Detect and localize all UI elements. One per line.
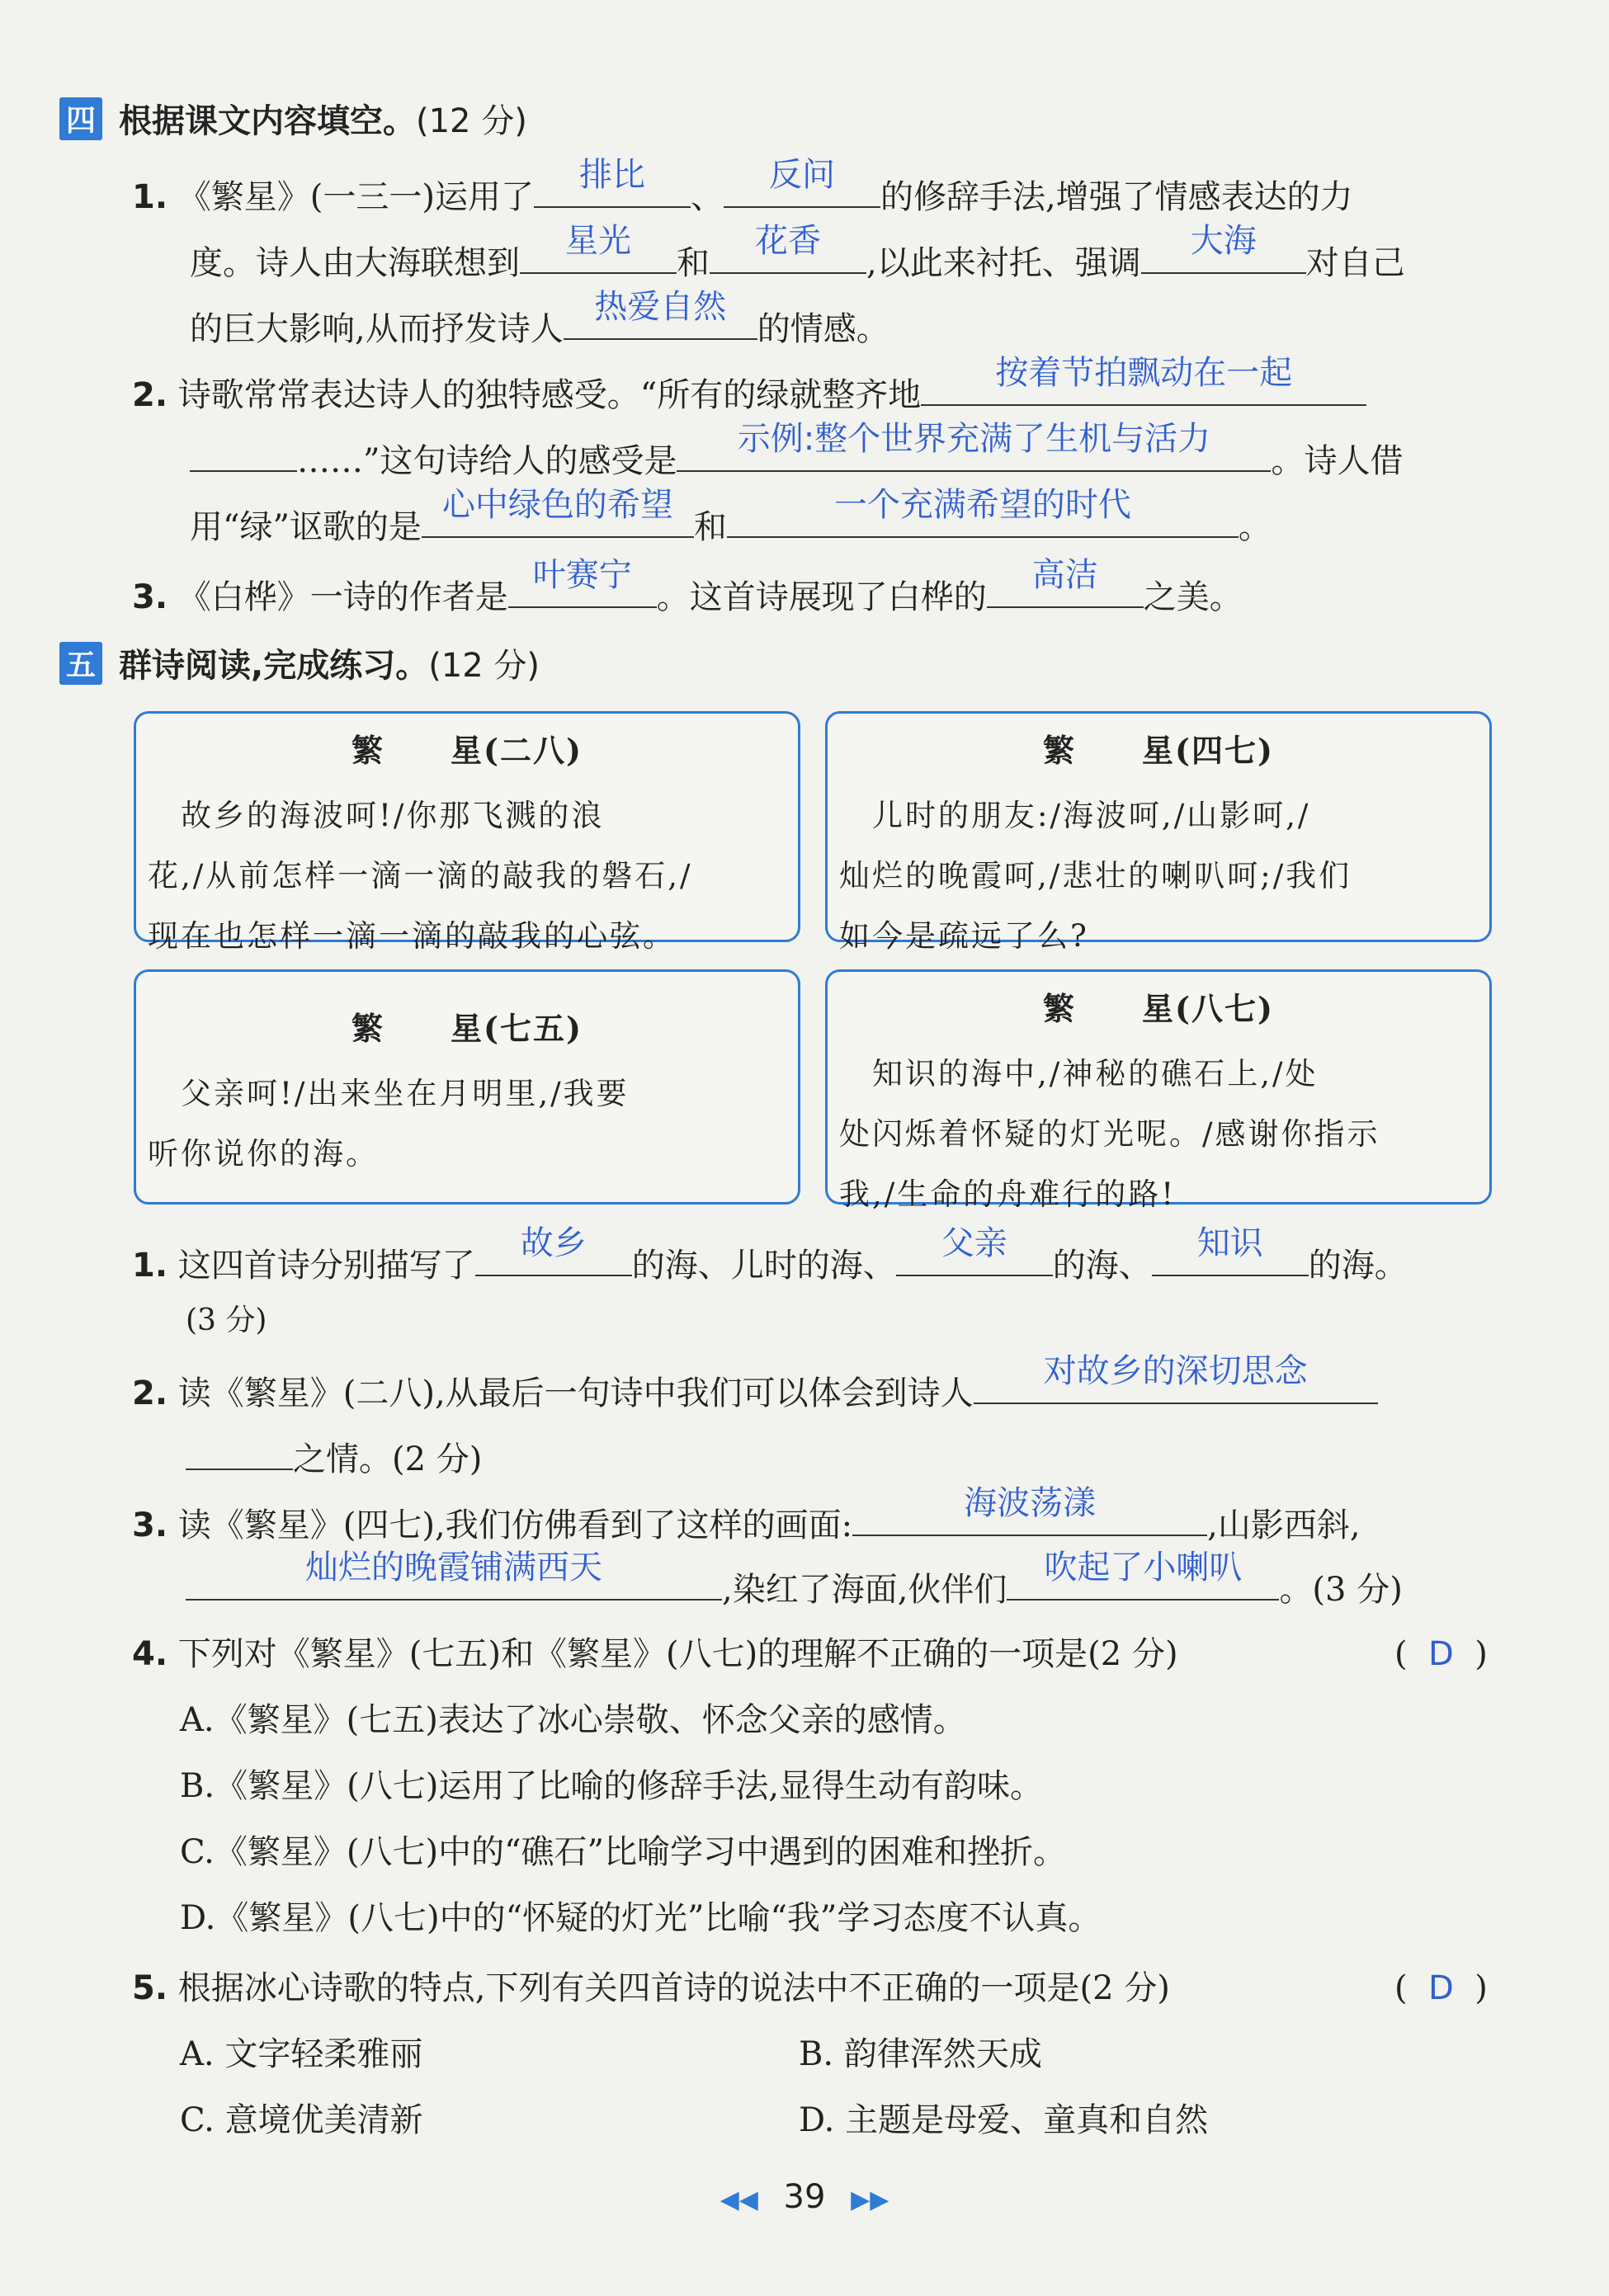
q4-1-text-e: ,以此来衬托、强调 bbox=[866, 244, 1141, 282]
q5-3-blank-3[interactable] bbox=[1007, 1549, 1279, 1601]
q4-1-line-1 bbox=[132, 156, 1353, 216]
q5-2-blank-1-continued[interactable] bbox=[186, 1436, 293, 1470]
q4-2-blank-2[interactable] bbox=[677, 420, 1271, 472]
q4-1-line-2 bbox=[190, 222, 1405, 282]
q4-2-blank-3[interactable] bbox=[422, 486, 694, 538]
q4-1-separator: 、 bbox=[690, 178, 724, 216]
q5-4-stem-text: 下列对《繁星》(七五)和《繁星》(八七)的理解不正确的一项是(2 分) bbox=[177, 1635, 1178, 1673]
q4-2-blank-4[interactable] bbox=[727, 486, 1239, 538]
section-5-heading bbox=[59, 639, 540, 686]
q4-1-blank-1[interactable] bbox=[534, 156, 691, 208]
q4-2-answer-2: 示例:整个世界充满了生机与活力 bbox=[737, 420, 1211, 458]
q4-1-text-f: 对自己 bbox=[1305, 244, 1405, 282]
poem-87-title: 繁 星(八七) bbox=[1043, 990, 1274, 1027]
poem-box-28 bbox=[134, 711, 800, 954]
q4-3-line-1 bbox=[132, 556, 1243, 616]
q4-1-answer-6: 热爱自然 bbox=[594, 288, 727, 326]
q4-3-text-b: 。这首诗展现了白桦的 bbox=[656, 578, 987, 616]
q5-1-text-b: 的海、儿时的海、 bbox=[631, 1247, 896, 1285]
poem-28-line-2: 花,/从前怎样一滴一滴的敲我的磐石,/ bbox=[148, 858, 693, 893]
q4-2-text-a: 诗歌常常表达诗人的独特感受。“所有的绿就整齐地 bbox=[177, 376, 922, 414]
q4-3-blank-2[interactable] bbox=[987, 556, 1144, 608]
q5-2-blank-1[interactable] bbox=[974, 1352, 1378, 1404]
section-4-tag: 四 bbox=[59, 97, 102, 140]
q5-5-option-d: D. 主题是母爱、童真和自然 bbox=[799, 2101, 1209, 2139]
poem-28-title: 繁 星(二八) bbox=[352, 732, 583, 769]
q5-3-text-a: 读《繁星》(四七),我们仿佛看到了这样的画面: bbox=[177, 1506, 853, 1544]
q5-1-answer-3: 知识 bbox=[1196, 1224, 1263, 1262]
q4-1-line-3 bbox=[190, 288, 889, 348]
section-4-score: (12 分) bbox=[416, 102, 527, 140]
q4-1-blank-5[interactable] bbox=[1141, 222, 1306, 274]
q4-1-text-c: 度。诗人由大海联想到 bbox=[190, 244, 520, 282]
poem-box-87 bbox=[825, 969, 1492, 1212]
q4-2-answer-3: 心中绿色的希望 bbox=[441, 486, 673, 524]
q5-1-blank-2[interactable] bbox=[896, 1224, 1053, 1276]
poem-75-title: 繁 星(七五) bbox=[352, 1010, 583, 1047]
q5-4-stem bbox=[132, 1635, 1178, 1673]
q4-1-blank-2[interactable] bbox=[724, 156, 880, 208]
q5-5-option-a: A. 文字轻柔雅丽 bbox=[180, 2035, 423, 2073]
q4-1-text-h: 的情感。 bbox=[757, 310, 889, 348]
section-4-title: 根据课文内容填空。 bbox=[119, 102, 416, 140]
q5-3-answer-2: 灿烂的晚霞铺满西天 bbox=[305, 1549, 602, 1586]
page-footer bbox=[0, 2178, 1609, 2216]
section-5-tag: 五 bbox=[59, 642, 102, 685]
q4-2-line-2 bbox=[190, 420, 1404, 480]
q4-1-text-a: 《繁星》(一三一)运用了 bbox=[177, 178, 534, 216]
q5-4-answer: D bbox=[1428, 1635, 1454, 1673]
q4-2-answer-1: 按着节拍飘动在一起 bbox=[995, 354, 1293, 392]
q5-3-text-d: 。(3 分) bbox=[1279, 1571, 1403, 1609]
next-page-icon: ▶▶ bbox=[851, 2185, 889, 2214]
q4-2-text-d: 用“绿”讴歌的是 bbox=[190, 508, 422, 546]
q5-4-answer-slot[interactable]: ( D ) bbox=[1394, 1635, 1488, 1673]
q5-1-blank-3[interactable] bbox=[1152, 1224, 1309, 1276]
q4-1-answer-4: 花香 bbox=[755, 222, 821, 260]
q4-1-answer-5: 大海 bbox=[1190, 222, 1257, 260]
poem-box-75 bbox=[134, 969, 800, 1205]
q4-3-answer-2: 高洁 bbox=[1031, 556, 1098, 594]
q4-2-blank-1[interactable] bbox=[921, 354, 1366, 406]
q4-1-number: 1. bbox=[132, 178, 168, 216]
q5-4-option-b: B.《繁星》(八七)运用了比喻的修辞手法,显得生动有韵味。 bbox=[180, 1767, 1044, 1805]
q5-3-answer-3: 吹起了小喇叭 bbox=[1044, 1549, 1243, 1586]
q5-1-answer-2: 父亲 bbox=[941, 1224, 1007, 1262]
poem-87-line-1: 知识的海中,/神秘的礁石上,/处 bbox=[839, 1056, 1319, 1091]
q5-1-text-c: 的海、 bbox=[1052, 1247, 1152, 1285]
q5-5-stem-text: 根据冰心诗歌的特点,下列有关四首诗的说法中不正确的一项是(2 分) bbox=[177, 1969, 1170, 2007]
q4-2-blank-1-continued[interactable] bbox=[190, 437, 297, 472]
poem-47-title: 繁 星(四七) bbox=[1043, 732, 1274, 769]
q4-1-answer-3: 星光 bbox=[565, 222, 631, 260]
q4-1-blank-4[interactable] bbox=[710, 222, 866, 274]
q5-5-option-b: B. 韵律浑然天成 bbox=[799, 2035, 1042, 2073]
q4-2-text-b: ……”这句诗给人的感受是 bbox=[297, 442, 677, 480]
q5-4-option-c: C.《繁星》(八七)中的“礁石”比喻学习中遇到的困难和挫折。 bbox=[180, 1833, 1067, 1871]
q5-1-score: (3 分) bbox=[186, 1304, 267, 1337]
q5-3-blank-1[interactable] bbox=[852, 1484, 1207, 1536]
q5-2-line-2 bbox=[186, 1436, 482, 1476]
q4-2-text-f: 。 bbox=[1238, 508, 1272, 546]
section-5-title: 群诗阅读,完成练习。 bbox=[119, 647, 429, 685]
q4-1-blank-3[interactable] bbox=[520, 222, 677, 274]
prev-page-icon: ◀◀ bbox=[720, 2185, 758, 2214]
q4-3-text-c: 之美。 bbox=[1143, 578, 1243, 616]
q4-2-line-1 bbox=[132, 354, 1366, 414]
poem-47-line-2: 灿烂的晚霞呵,/悲壮的喇叭呵;/我们 bbox=[839, 858, 1352, 893]
q5-2-line-1 bbox=[132, 1352, 1378, 1412]
q4-2-answer-4: 一个充满希望的时代 bbox=[833, 486, 1131, 524]
poem-28-line-1: 故乡的海波呵!/你那飞溅的浪 bbox=[148, 798, 605, 833]
q4-1-text-g: 的巨大影响,从而抒发诗人 bbox=[190, 310, 564, 348]
q5-5-stem bbox=[132, 1969, 1170, 2007]
q4-2-text-e: 和 bbox=[693, 508, 727, 546]
q4-3-answer-1: 叶赛宁 bbox=[532, 556, 632, 594]
q5-5-answer-slot[interactable]: ( D ) bbox=[1394, 1969, 1488, 2007]
q4-3-number: 3. bbox=[132, 578, 168, 616]
q4-2-line-3 bbox=[190, 486, 1272, 546]
q4-1-blank-6[interactable] bbox=[564, 288, 757, 340]
q5-3-text-b: ,山影西斜, bbox=[1207, 1506, 1361, 1544]
q5-4-option-d: D.《繁星》(八七)中的“怀疑的灯光”比喻“我”学习态度不认真。 bbox=[180, 1899, 1102, 1937]
q5-1-blank-1[interactable] bbox=[475, 1224, 632, 1276]
q4-2-number: 2. bbox=[132, 376, 168, 414]
poem-47-line-3: 如今是疏远了么? bbox=[839, 918, 1089, 954]
poem-47-line-1: 儿时的朋友:/海波呵,/山影呵,/ bbox=[839, 798, 1311, 833]
q5-2-text-a: 读《繁星》(二八),从最后一句诗中我们可以体会到诗人 bbox=[177, 1374, 974, 1412]
q5-4-number: 4. bbox=[132, 1635, 168, 1673]
q5-2-number: 2. bbox=[132, 1374, 168, 1412]
q5-2-text-b: 之情。(2 分) bbox=[293, 1440, 483, 1478]
q4-3-blank-1[interactable] bbox=[508, 556, 657, 608]
q5-1-text-d: 的海。 bbox=[1308, 1247, 1408, 1285]
q5-4-option-a: A.《繁星》(七五)表达了冰心崇敬、怀念父亲的感情。 bbox=[180, 1701, 966, 1739]
section-5-score: (12 分) bbox=[428, 647, 540, 685]
section-4-heading bbox=[59, 95, 527, 142]
q5-3-number: 3. bbox=[132, 1506, 168, 1544]
poem-87-line-3: 我,/生命的舟难行的路! bbox=[839, 1176, 1177, 1212]
poem-87-line-2: 处闪烁着怀疑的灯光呢。/感谢你指示 bbox=[839, 1116, 1380, 1152]
q5-1-number: 1. bbox=[132, 1247, 168, 1285]
q4-3-text-a: 《白桦》一诗的作者是 bbox=[177, 578, 508, 616]
q4-1-answer-1: 排比 bbox=[578, 156, 645, 194]
q5-1-text-a: 这四首诗分别描写了 bbox=[177, 1247, 475, 1285]
q5-3-line-2 bbox=[186, 1549, 1403, 1609]
poem-28-line-3: 现在也怎样一滴一滴的敲我的心弦。 bbox=[148, 918, 676, 954]
q4-1-text-b: 的修辞手法,增强了情感表达的力 bbox=[880, 178, 1353, 216]
q5-3-answer-1: 海波荡漾 bbox=[964, 1484, 1097, 1522]
q5-1-answer-1: 故乡 bbox=[520, 1224, 587, 1262]
q5-3-line-1 bbox=[132, 1484, 1361, 1544]
q5-2-answer-1: 对故乡的深切思念 bbox=[1043, 1352, 1308, 1390]
q5-1-line-1 bbox=[132, 1224, 1408, 1285]
poem-75-line-1: 父亲呵!/出来坐在月明里,/我要 bbox=[148, 1076, 630, 1111]
q4-1-answer-2: 反问 bbox=[768, 156, 835, 194]
q4-1-text-d: 和 bbox=[677, 244, 710, 282]
q5-5-option-c: C. 意境优美清新 bbox=[180, 2101, 423, 2139]
q5-5-answer: D bbox=[1428, 1969, 1454, 2007]
q5-5-number: 5. bbox=[132, 1969, 168, 2007]
poem-75-line-2: 听你说你的海。 bbox=[148, 1136, 379, 1172]
poem-box-47 bbox=[825, 711, 1492, 954]
q4-2-text-c: 。诗人借 bbox=[1271, 442, 1404, 480]
q5-3-text-c: ,染红了海面,伙伴们 bbox=[722, 1571, 1007, 1609]
page-number: 39 bbox=[783, 2178, 826, 2216]
q5-3-blank-2[interactable] bbox=[186, 1549, 722, 1601]
